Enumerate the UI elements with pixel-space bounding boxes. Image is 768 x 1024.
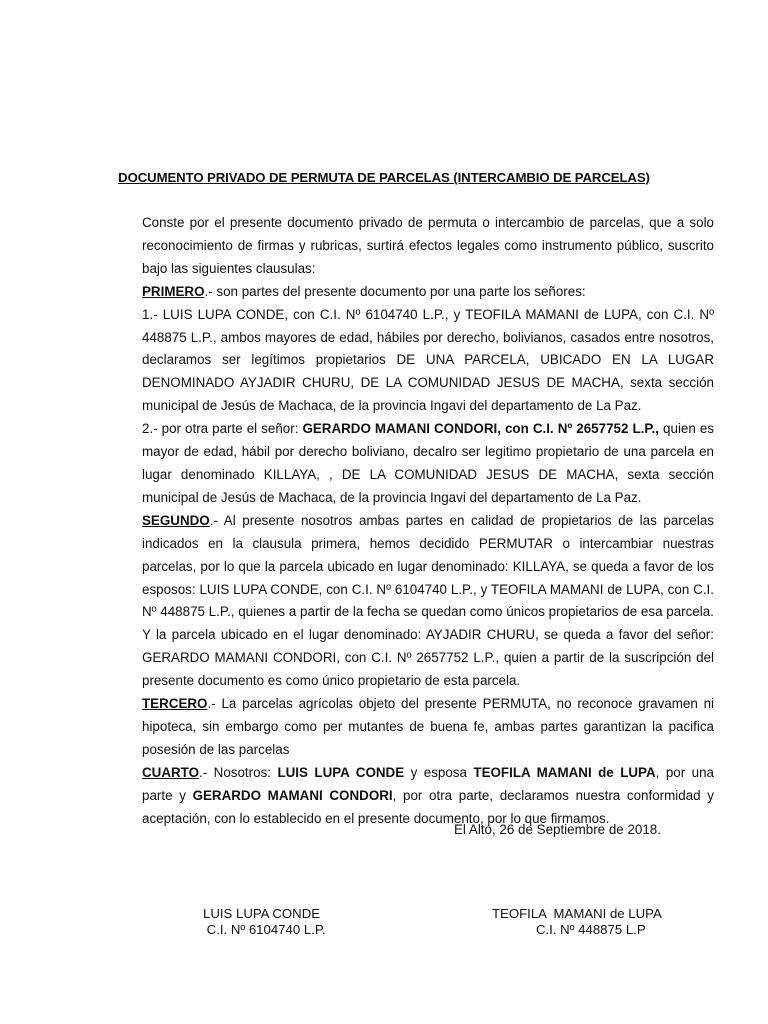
clause-heading-segundo: SEGUNDO — [142, 512, 210, 528]
clause-heading-tercero: TERCERO — [142, 696, 208, 712]
clause-heading-cuarto: CUARTO — [142, 764, 200, 780]
signatory-ci: C.I. Nº 6104740 L.P. — [203, 922, 326, 937]
clause-primero-item-1: 1.- LUIS LUPA CONDE, con C.I. Nº 6104740 L.P., y TEOFILA MAMANI de LUPA, con C.I. Nº 448875 L.P., ambos mayores de edad, hábiles por derecho, bolivianos, casados entre nosotros, declaramos ser legítimos propietarios DE UNA PARCELA, UBICADO EN LA LUGAR DENOMINADO AYJADIR CHURU, DE LA COMUNIDAD JESUS DE MACHA, sexta sección municipal de Jesús de Machaca, de la provincia Ingavi del departamento de La Paz. — [142, 306, 714, 414]
document-title: DOCUMENTO PRIVADO DE PERMUTA DE PARCELAS (INTERCAMBIO DE PARCELAS) — [118, 170, 650, 185]
signature-block-left — [203, 906, 326, 938]
clause-heading-primero: PRIMERO — [142, 283, 205, 299]
signatory-ci: C.I. Nº 448875 L.P — [492, 922, 646, 937]
item-text: 2.- por otra parte el señor: — [142, 421, 303, 437]
bold-party-name: LUIS LUPA CONDE — [277, 764, 405, 780]
clause-text: Al presente nosotros ambas partes en calidad de propietarios de las parcelas indicados en la clausula primera, hemos decidido PERMUTAR o intercambiar nuestras parcelas, por lo que la parcela ubicado en lugar denominado: KILLAYA, se queda a favor de los esposos: LUIS LUPA CONDE, con C.I. Nº 6104740 L.P., y TEOFILA MAMANI de LUPA, con C.I. Nº 448875 L.P., quienes a partir de la fecha se quedan como únicos propietarios de esa parcela. — [142, 512, 714, 620]
item-text: quien es mayor de edad, hábil por derecho boliviano, decalro ser legitimo propietario de una parcela en lugar denominado KILLAYA, , DE LA COMUNIDAD JESUS DE MACHA, sexta sección municipal de Jesús de Machaca, de la provincia Ingavi del departamento de La Paz. — [142, 421, 714, 505]
signatory-name: TEOFILA MAMANI de LUPA — [492, 906, 662, 921]
clause-text: La parcelas agrícolas objeto del presente PERMUTA, no reconoce gravamen ni hipoteca, sin embargo como per mutantes de buena fe, ambas partes garantizan la pacifica posesión de las parcelas — [142, 696, 715, 757]
clause-cuarto — [142, 762, 714, 831]
clause-text: y esposa — [404, 764, 474, 780]
document-body — [142, 212, 714, 830]
intro-paragraph: Conste por el presente documento privado de permuta o intercambio de parcelas, que a solo reconocimiento de firmas y rubricas, surtirá efectos legales como instrumento público, suscrito bajo las siguientes clausulas: — [142, 215, 714, 276]
clause-separator: .- Nosotros: — [199, 764, 278, 780]
clause-separator: .- — [207, 696, 222, 712]
clause-primero — [142, 281, 714, 304]
clause-separator: .- — [204, 283, 217, 299]
clause-segundo — [142, 510, 714, 625]
clause-text: , por otra parte, declaramos nuestra conformidad y aceptación, con lo establecido en el presente documento, por lo que firmamos. — [142, 787, 714, 826]
bold-party-name: GERARDO MAMANI CONDORI — [192, 787, 393, 803]
clause-text: , por una parte y — [142, 764, 714, 803]
document-date: El Alto, 26 de Septiembre de 2018. — [454, 822, 661, 837]
signatory-name: LUIS LUPA CONDE — [203, 906, 321, 921]
signature-block-right — [492, 906, 662, 938]
bold-party-name: GERARDO MAMANI CONDORI, con C.I. Nº 2657752 L.P., — [302, 421, 660, 437]
clause-text: son partes del presente documento por una parte los señores: — [216, 283, 586, 299]
clause-separator: .- — [209, 512, 224, 528]
clause-tercero — [142, 693, 714, 762]
clause-primero-item-2 — [142, 418, 714, 510]
bold-party-name: TEOFILA MAMANI de LUPA — [473, 764, 656, 780]
clause-segundo-continuation: Y la parcela ubicado en el lugar denominado: AYJADIR CHURU, se queda a favor del señor: GERARDO MAMANI CONDORI, con C.I. Nº 2657752 L.P., quien a partir de la suscripción del presente documento es como único propietario de esta parcela. — [142, 627, 714, 689]
